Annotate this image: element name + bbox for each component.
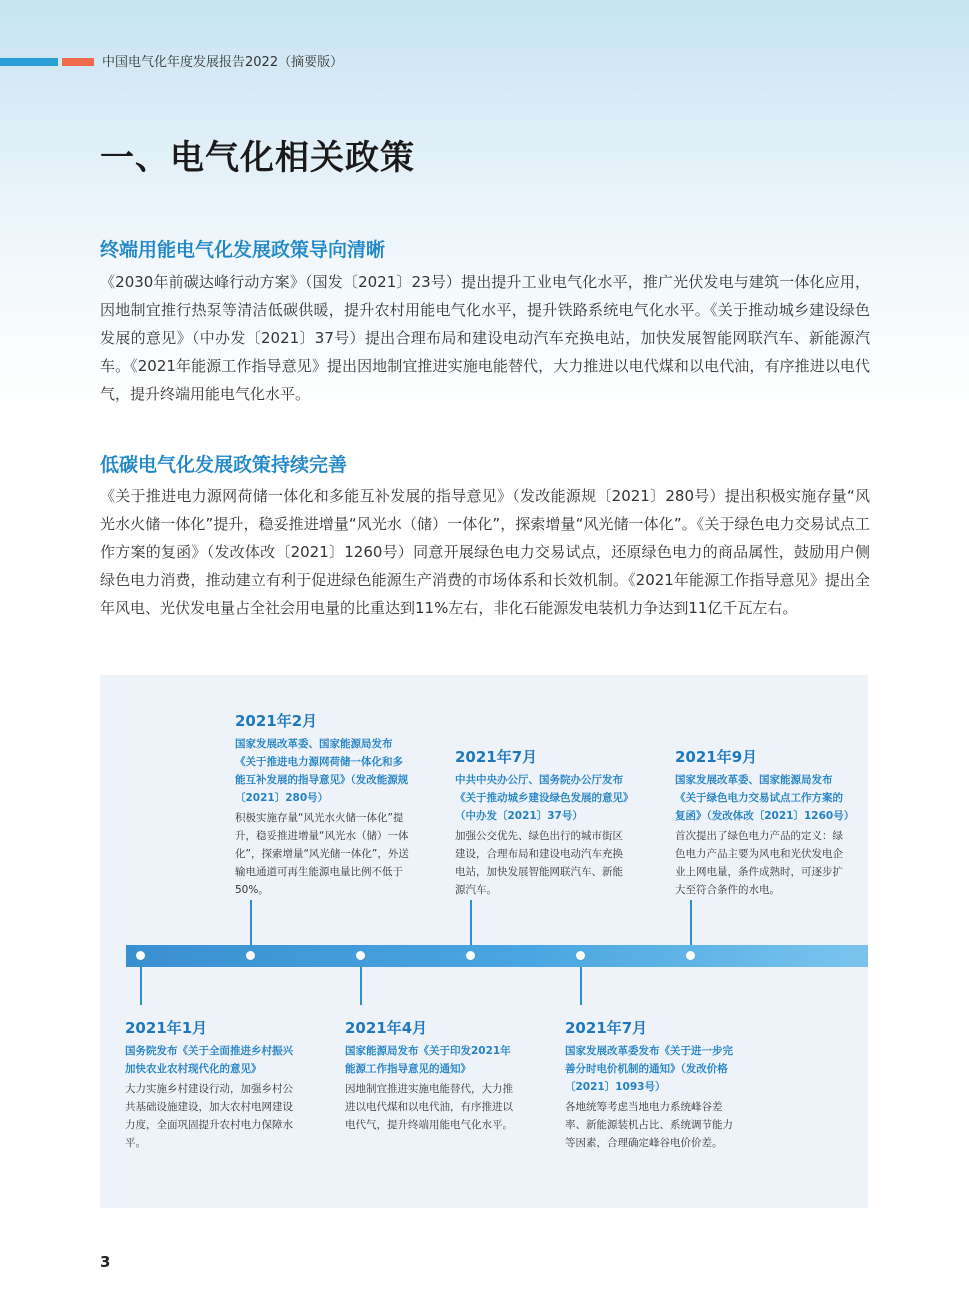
section-body-1: 《2030年前碳达峰行动方案》（国发〔2021〕23号）提出提升工业电气化水平，推广光伏发电与建筑一体化应用，因地制宜推行热泵等清洁低碳供暖，提升农村用能电气化水平，提升铁路系统电气化水平。《关于推动城乡建设绿色发展的意见》（中办发〔2021〕37号）提出合理布局和建设电动汽车充换电站，加快发展智能网联汽车、新能源汽车。《2021年能源工作指导意见》提出因地制宜推进实施电能替代，大力推进以电代煤和以电代油，有序推进以电代气，提升终端用能电气化水平。 (100, 273, 870, 403)
event-description: 加强公交优先、绿色出行的城市街区建设，合理布局和建设电动汽车充换电站，加快发展智能网联汽车、新能源汽车。 (455, 830, 623, 896)
policy-timeline (100, 675, 868, 1208)
event-description: 大力实施乡村建设行动，加强乡村公共基础设施建设，加大农村电网建设力度，全面巩固提升农村电力保障水平。 (125, 1083, 293, 1149)
event-date: 2021年1月 (125, 1019, 208, 1037)
event-date: 2021年2月 (235, 712, 318, 730)
event-date: 2021年7月 (455, 748, 538, 766)
timeline-dot (136, 951, 145, 960)
section-heading-1: 终端用能电气化发展政策导向清晰 (100, 239, 386, 261)
header-accent-bar-red (62, 58, 94, 66)
page-title: 一、电气化相关政策 (100, 138, 415, 178)
section-body-2: 《关于推进电力源网荷储一体化和多能互补发展的指导意见》（发改能源规〔2021〕280号）提出积极实施存量“风光水火储一体化”提升，稳妥推进增量“风光水（储）一体化”，探索增量“风光储一体化”。《关于绿色电力交易试点工作方案的复函》（发改体改〔2021〕1260号）同意开展绿色电力交易试点，还原绿色电力的商品属性，鼓励用户侧绿色电力消费，推动建立有利于促进绿色能源生产消费的市场体系和长效机制。《2021年能源工作指导意见》提出全年风电、光伏发电量占全社会用电量的比重达到11%左右，非化石能源发电装机力争达到11亿千瓦左右。 (100, 487, 870, 617)
event-date: 2021年4月 (345, 1019, 428, 1037)
timeline-connector (250, 900, 252, 945)
timeline-event-2021-02 (235, 711, 410, 899)
timeline-connector (140, 967, 142, 1005)
header-accent-bar-blue (0, 58, 58, 66)
event-source: 国家发展改革委发布《关于进一步完善分时电价机制的通知》（发改价格〔2021〕1093号） (565, 1045, 733, 1093)
timeline-event-2021-07-a (455, 747, 630, 899)
timeline-connector (690, 900, 692, 945)
timeline-event-2021-04 (345, 1018, 520, 1134)
section-heading-2: 低碳电气化发展政策持续完善 (100, 454, 348, 476)
timeline-connector (470, 900, 472, 945)
event-source: 国家能源局发布《关于印发2021年能源工作指导意见的通知》 (345, 1045, 511, 1075)
timeline-bar (126, 945, 868, 967)
timeline-event-2021-07-b (565, 1018, 740, 1152)
timeline-event-2021-01 (125, 1018, 300, 1152)
event-description: 积极实施存量“风光水火储一体化”提升，稳妥推进增量“风光水（储）一体化”，探索增量“风光储一体化”，外送输电通道可再生能源电量比例不低于50%。 (235, 812, 409, 896)
event-description: 因地制宜推进实施电能替代，大力推进以电代煤和以电代油，有序推进以电代气，提升终端用能电气化水平。 (345, 1083, 513, 1131)
timeline-connector (360, 967, 362, 1005)
event-date: 2021年7月 (565, 1019, 648, 1037)
event-description: 各地统筹考虑当地电力系统峰谷差率、新能源装机占比、系统调节能力等因素，合理确定峰谷电价价差。 (565, 1101, 733, 1149)
timeline-dot (686, 951, 695, 960)
timeline-dot (246, 951, 255, 960)
timeline-dot (576, 951, 585, 960)
report-title: 中国电气化年度发展报告2022（摘要版） (102, 55, 344, 70)
event-source: 国家发展改革委、国家能源局发布《关于绿色电力交易试点工作方案的复函》（发改体改〔2021〕1260号） (675, 774, 855, 822)
event-source: 国家发展改革委、国家能源局发布《关于推进电力源网荷储一体化和多能互补发展的指导意见》（发改能源规〔2021〕280号） (235, 738, 409, 804)
timeline-connector (580, 967, 582, 1005)
page-number: 3 (100, 1253, 111, 1271)
event-date: 2021年9月 (675, 748, 758, 766)
timeline-dot (466, 951, 475, 960)
event-source: 中共中央办公厅、国务院办公厅发布《关于推动城乡建设绿色发展的意见》（中办发〔2021〕37号） (455, 774, 629, 822)
event-source: 国务院发布《关于全面推进乡村振兴加快农业农村现代化的意见》 (125, 1045, 293, 1075)
timeline-dot (356, 951, 365, 960)
timeline-event-2021-09 (675, 747, 855, 899)
event-description: 首次提出了绿色电力产品的定义：绿色电力产品主要为风电和光伏发电企业上网电量，条件成熟时，可逐步扩大至符合条件的水电。 (675, 830, 843, 896)
